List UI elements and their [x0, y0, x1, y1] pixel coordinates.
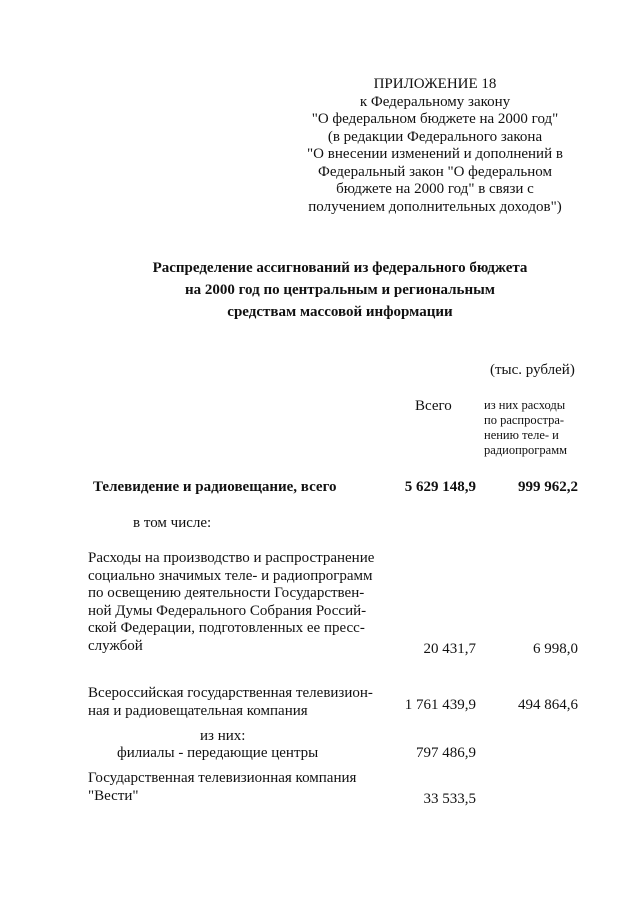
column-header-distribution — [484, 398, 578, 458]
row-label-line: ная и радиовещательная компания — [88, 702, 308, 719]
appendix-line: (в редакции Федерального закона — [327, 128, 543, 145]
appendix-header — [300, 76, 570, 216]
row-label-line: социально значимых теле- и радиопрограмм — [88, 567, 373, 584]
appendix-line: ПРИЛОЖЕНИЕ 18 — [373, 76, 497, 92]
appendix-line: "О федеральном бюджете на 2000 год" — [311, 111, 559, 127]
row-label-socially-significant — [88, 550, 374, 655]
row-label-line: по освещению деятельности Государствен- — [88, 585, 365, 601]
row-label-line: Государственная телевизионная компания — [88, 770, 357, 786]
of-them-label: из них: — [200, 728, 246, 744]
row-total-vesti: 33 533,5 — [423, 791, 476, 807]
appendix-line: Федеральный закон "О федеральном — [317, 163, 552, 180]
row-total-vgtrk: 1 761 439,9 — [404, 697, 476, 713]
row-total-tv-radio: 5 629 148,9 — [404, 479, 476, 495]
row-label-branches: филиалы - передающие центры — [117, 745, 319, 761]
page-title — [100, 257, 580, 323]
row-label-line: ской Федерации, подготовленных ее пресс- — [88, 620, 365, 636]
row-total-branches: 797 486,9 — [416, 745, 476, 761]
row-distribution-socially-significant: 6 998,0 — [533, 641, 578, 657]
appendix-line: бюджете на 2000 год" в связи с — [336, 181, 534, 197]
title-line: Распределение ассигнований из федерального бюджета — [152, 260, 528, 276]
column-header-line: нению теле- и — [484, 428, 559, 442]
row-label-line: службой — [88, 637, 143, 654]
appendix-line: к Федеральному закону — [359, 93, 511, 110]
row-label-line: Расходы на производство и распространение — [88, 550, 375, 566]
row-label-vgtrk — [88, 685, 373, 720]
appendix-line: "О внесении изменений и дополнений в — [307, 146, 563, 162]
row-distribution-vgtrk: 494 864,6 — [518, 697, 578, 713]
row-label-line: "Вести" — [88, 787, 139, 804]
units-label: (тыс. рублей) — [490, 362, 575, 378]
row-label-line: ной Думы Федерального Собрания Россий- — [88, 602, 367, 619]
title-line: средствам массовой информации — [227, 304, 453, 320]
row-label-line: Всероссийская государственная телевизион- — [88, 685, 373, 701]
column-header-line: из них расходы — [484, 398, 566, 412]
including-label: в том числе: — [133, 515, 212, 531]
column-header-total: Всего — [415, 398, 452, 414]
title-line: на 2000 год по центральным и региональным — [184, 282, 496, 298]
column-header-line: радиопрограмм — [484, 443, 568, 457]
row-total-socially-significant: 20 431,7 — [423, 641, 476, 657]
column-header-line: по распростра- — [484, 413, 565, 427]
appendix-line: получением дополнительных доходов") — [308, 198, 562, 215]
row-label-vesti — [88, 770, 356, 805]
row-distribution-tv-radio: 999 962,2 — [518, 479, 578, 495]
row-label-tv-radio: Телевидение и радиовещание, всего — [93, 479, 337, 495]
